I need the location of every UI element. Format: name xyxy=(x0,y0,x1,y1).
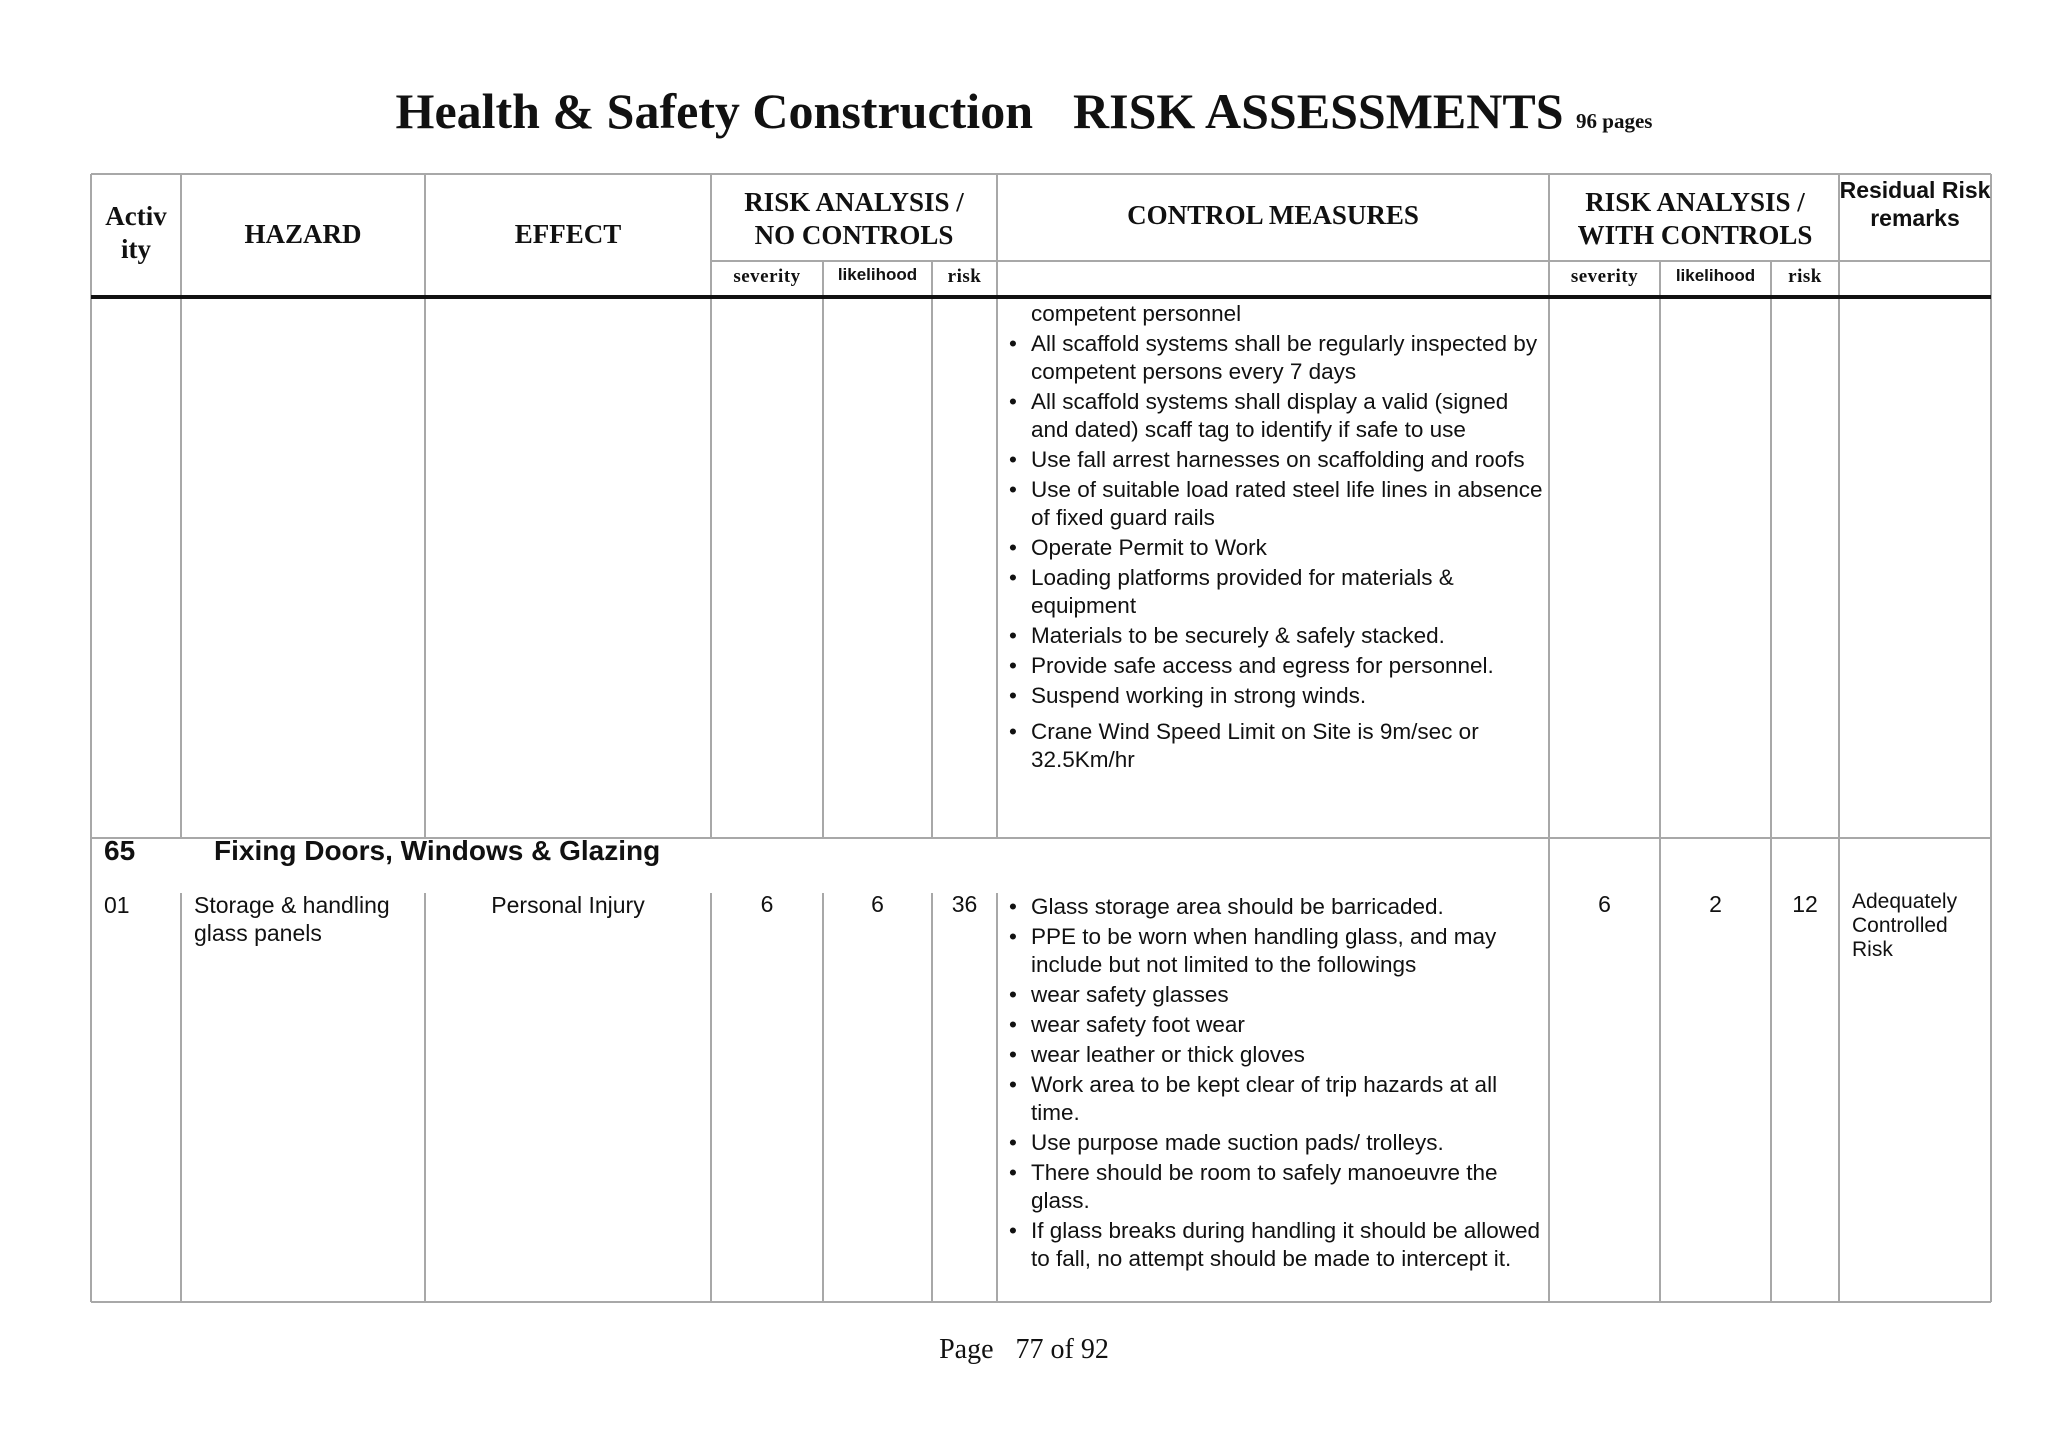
row-risk-after: 12 xyxy=(1792,891,1818,917)
row-severity-after: 6 xyxy=(1598,891,1611,917)
header-control-measures: CONTROL MEASURES xyxy=(1127,200,1419,230)
subheader-risk: risk xyxy=(947,266,982,287)
header-activity: Activ ity xyxy=(105,201,167,264)
title-main: Health & Safety Construction xyxy=(395,83,1033,139)
row-controls xyxy=(1009,893,1544,1275)
control-item: • Loading platforms provided for materials & equipment xyxy=(1009,565,1454,618)
row-risk: 36 xyxy=(951,891,978,917)
row-likelihood-after: 2 xyxy=(1709,891,1722,917)
row-residual: Adequately Controlled Risk xyxy=(1852,890,1958,961)
control-item: • Work area to be kept clear of trip hazards at all time. xyxy=(1009,1072,1498,1125)
control-item: • Use fall arrest harnesses on scaffolding and roofs xyxy=(1009,447,1525,472)
subheader-risk-after: risk xyxy=(1788,266,1822,287)
subheader-severity-after: severity xyxy=(1570,266,1639,287)
control-item: • Use purpose made suction pads/ trolleys. xyxy=(1009,1130,1444,1155)
control-item: • wear leather or thick gloves xyxy=(1009,1042,1305,1067)
subheader-likelihood-after: likelihood xyxy=(1675,266,1756,285)
control-item: competent personnel xyxy=(1031,301,1242,326)
control-item: • Provide safe access and egress for personnel. xyxy=(1009,653,1494,678)
pages-note: 96 pages xyxy=(1576,109,1653,133)
row-likelihood: 6 xyxy=(871,891,884,917)
page-footer xyxy=(0,1334,2048,1366)
subheader-severity: severity xyxy=(733,266,801,287)
control-item: • Suspend working in strong winds. xyxy=(1009,683,1367,708)
row-activity: 01 xyxy=(104,892,130,918)
subheader-likelihood: likelihood xyxy=(837,265,918,284)
row-effect: Personal Injury xyxy=(491,892,645,918)
header-effect: EFFECT xyxy=(514,219,622,249)
control-item: • All scaffold systems shall display a valid (signed and dated) scaff tag to identify if safe to use xyxy=(1009,389,1509,442)
footer-page-number: 77 of 92 xyxy=(1015,1334,1109,1365)
continued-controls xyxy=(1009,300,1544,776)
control-item: • Glass storage area should be barricaded. xyxy=(1009,894,1444,919)
control-item: • There should be room to safely manoeuvre the glass. xyxy=(1009,1160,1498,1213)
control-item: • PPE to be worn when handling glass, and may include but not limited to the followings xyxy=(1009,924,1497,977)
control-item: • Materials to be securely & safely stacked. xyxy=(1009,623,1445,648)
header-risk-no-controls: RISK ANALYSIS / NO CONTROLS xyxy=(744,187,964,250)
row-severity: 6 xyxy=(760,891,774,917)
control-item: • All scaffold systems shall be regularly inspected by competent persons every 7 days xyxy=(1009,331,1538,384)
header-residual: Residual Risk remarks xyxy=(1839,177,1991,231)
section-title: Fixing Doors, Windows & Glazing xyxy=(214,835,661,866)
control-item: • Crane Wind Speed Limit on Site is 9m/sec or 32.5Km/hr xyxy=(1009,719,1479,772)
section-number: 65 xyxy=(104,835,136,866)
title-secondary: RISK ASSESSMENTS xyxy=(1073,83,1564,139)
row-hazard: Storage & handling glass panels xyxy=(194,892,390,946)
control-item: • wear safety glasses xyxy=(1009,982,1229,1007)
footer-page-label: Page xyxy=(939,1334,994,1365)
header-hazard: HAZARD xyxy=(244,219,362,249)
header-risk-with-controls: RISK ANALYSIS / WITH CONTROLS xyxy=(1577,187,1813,250)
control-item: • Use of suitable load rated steel life lines in absence of fixed guard rails xyxy=(1009,477,1543,530)
control-item: • wear safety foot wear xyxy=(1009,1012,1245,1037)
control-item: • If glass breaks during handling it should be allowed to fall, no attempt should be made to intercept it. xyxy=(1009,1218,1541,1271)
control-item: • Operate Permit to Work xyxy=(1009,535,1267,560)
